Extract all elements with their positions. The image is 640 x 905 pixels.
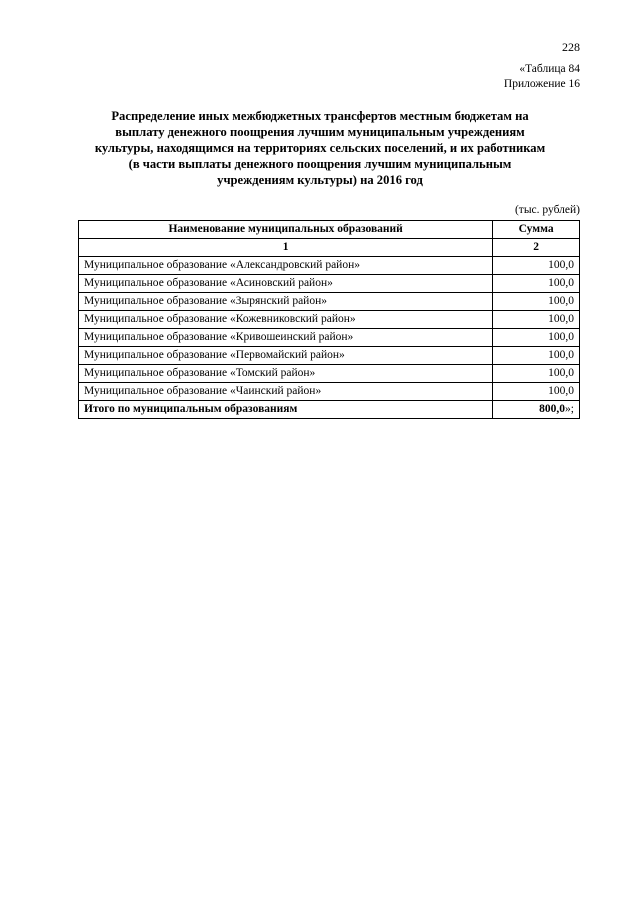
row-sum: 100,0 [493, 257, 580, 275]
row-name: Муниципальное образование «Зырянский район» [79, 293, 493, 311]
row-sum: 100,0 [493, 275, 580, 293]
total-label: Итого по муниципальным образованиям [79, 401, 493, 419]
table-row [79, 347, 580, 365]
row-sum: 100,0 [493, 311, 580, 329]
table-row [79, 329, 580, 347]
units-label: (тыс. рублей) [514, 204, 580, 216]
row-sum: 100,0 [493, 383, 580, 401]
index-cell: 2 [493, 239, 580, 257]
row-sum: 100,0 [493, 365, 580, 383]
total-row [79, 401, 580, 419]
index-cell: 1 [79, 239, 493, 257]
row-name: Муниципальное образование «Кожевниковский район» [79, 311, 493, 329]
title-line: выплату денежного поощрения лучшим муниципальным учреждениям [115, 125, 525, 139]
row-name: Муниципальное образование «Томский район» [79, 365, 493, 383]
row-name: Муниципальное образование «Чаинский район» [79, 383, 493, 401]
row-sum: 100,0 [493, 329, 580, 347]
page-number: 228 [562, 40, 580, 54]
row-sum: 100,0 [493, 347, 580, 365]
table-number: «Таблица 84 [519, 63, 580, 75]
index-row [79, 239, 580, 257]
closing-quote: »; [565, 403, 574, 415]
table-row [79, 275, 580, 293]
total-sum: 800,0 [539, 403, 566, 415]
document-title [78, 108, 562, 188]
row-sum: 100,0 [493, 293, 580, 311]
row-name: Муниципальное образование «Александровский район» [79, 257, 493, 275]
table-row [79, 311, 580, 329]
row-name: Муниципальное образование «Первомайский район» [79, 347, 493, 365]
title-line: культуры, находящимся на территориях сельских поселений, и их работникам [94, 141, 546, 155]
budget-table [78, 220, 580, 419]
table-row [79, 365, 580, 383]
header-sum: Сумма [493, 221, 580, 239]
header-row [79, 221, 580, 239]
title-line: Распределение иных межбюджетных трансфертов местным бюджетам на [111, 109, 529, 123]
row-name: Муниципальное образование «Асиновский район» [79, 275, 493, 293]
header-name: Наименование муниципальных образований [79, 221, 493, 239]
appendix-number: Приложение 16 [503, 78, 580, 90]
table-row [79, 293, 580, 311]
table-row [79, 257, 580, 275]
table-reference [504, 62, 580, 92]
table-row [79, 383, 580, 401]
title-line: учреждениям культуры) на 2016 год [217, 173, 423, 187]
total-sum-cell [493, 401, 580, 419]
row-name: Муниципальное образование «Кривошеинский район» [79, 329, 493, 347]
title-line: (в части выплаты денежного поощрения лучшим муниципальным [128, 157, 512, 171]
